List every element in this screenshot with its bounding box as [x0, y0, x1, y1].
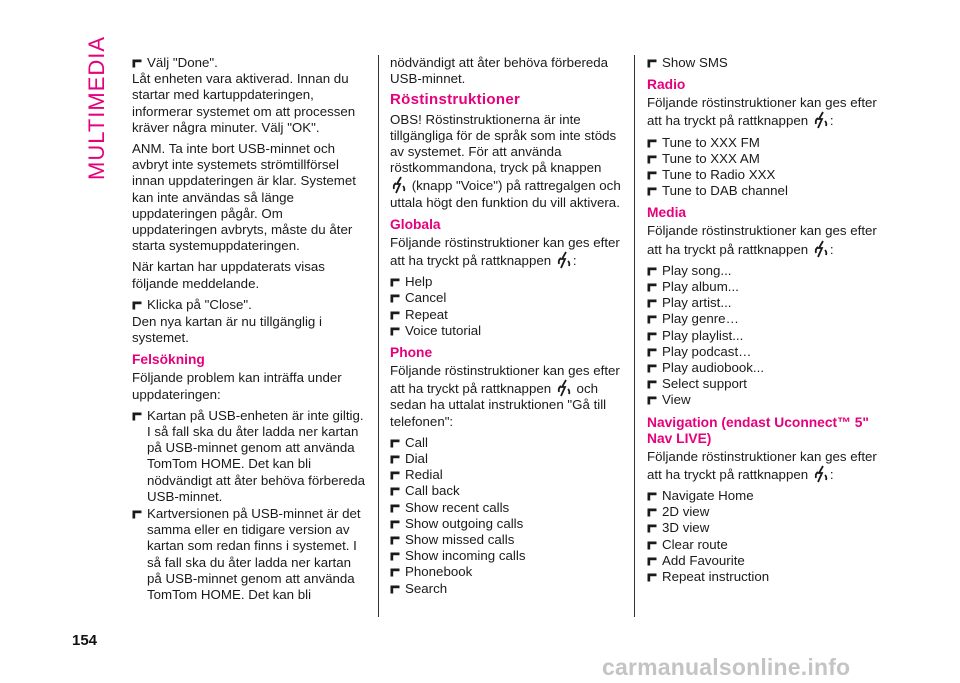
command-item	[647, 183, 882, 199]
voice-button-icon	[814, 465, 828, 483]
command-text: Tune to XXX FM	[662, 134, 760, 150]
command-text: Show recent calls	[405, 499, 510, 515]
command-item	[647, 569, 882, 585]
paragraph	[390, 235, 622, 269]
command-text: Show incoming calls	[405, 548, 526, 564]
section-heading: Felsökning	[132, 352, 205, 368]
bullet-square-icon	[132, 59, 142, 68]
paragraph: nödvändigt att åter behöva förbereda USB-minnet.	[390, 55, 609, 87]
bullet-square-icon	[390, 278, 400, 287]
bullet-square-icon	[390, 520, 400, 529]
command-text: Play genre…	[662, 311, 739, 327]
paragraph-text: :	[829, 466, 834, 482]
section-heading: Globala	[390, 216, 441, 232]
command-item	[647, 295, 882, 311]
bullet-square-icon	[647, 524, 657, 533]
command-text: Play song...	[662, 262, 732, 278]
command-text: Select support	[662, 376, 748, 392]
column-divider	[378, 55, 379, 617]
bullet-square-icon	[132, 412, 142, 421]
command-list-globala	[390, 274, 622, 339]
command-item	[647, 167, 882, 183]
command-item	[647, 537, 882, 553]
bullet-square-icon	[390, 327, 400, 336]
command-text: Cancel	[405, 290, 447, 306]
command-item	[390, 548, 622, 564]
bullet-square-icon	[647, 187, 657, 196]
command-item	[647, 344, 882, 360]
bullet-square-icon	[647, 155, 657, 164]
command-list-phone	[390, 435, 622, 597]
bullet-square-icon	[390, 487, 400, 496]
command-text: Tune to Radio XXX	[662, 167, 776, 183]
command-item	[390, 290, 622, 306]
paragraph-text: (knapp "Voice") på rattregalgen och uttala högt den funktion du vill aktivera.	[390, 178, 621, 210]
command-item	[647, 520, 882, 536]
column-1	[132, 55, 366, 604]
bullet-item	[132, 297, 366, 313]
command-text: Play artist...	[662, 295, 732, 311]
bullet-square-icon	[647, 348, 657, 357]
command-item	[647, 392, 882, 408]
command-item	[390, 435, 622, 451]
paragraph-text: OBS! Röstinstruktionerna är inte tillgängliga för de språk som inte stöds av systemet. För att använda röstkommandona, tryck på knappen	[390, 111, 617, 176]
bullet-square-icon	[647, 492, 657, 501]
command-text: Call back	[405, 483, 460, 499]
bullet-square-icon	[390, 552, 400, 561]
command-item	[390, 467, 622, 483]
paragraph-text: Följande röstinstruktioner kan ges efter att ha tryckt på rattknappen	[647, 448, 877, 482]
command-item	[647, 553, 882, 569]
paragraph	[390, 363, 622, 430]
section-heading: Röstinstruktioner	[390, 91, 521, 109]
command-text: Repeat instruction	[662, 569, 770, 585]
command-item	[647, 376, 882, 392]
command-item	[647, 360, 882, 376]
bullet-square-icon	[647, 380, 657, 389]
paragraph-text: och sedan ha uttalat instruktionen "Gå till telefonen":	[390, 381, 607, 429]
paragraph	[390, 112, 622, 211]
command-text: View	[662, 392, 691, 408]
paragraph	[647, 449, 882, 483]
command-list-radio	[647, 135, 882, 200]
command-item	[390, 516, 622, 532]
bullet-square-icon	[647, 139, 657, 148]
command-item	[647, 328, 882, 344]
column-3	[647, 55, 882, 585]
command-text: Show outgoing calls	[405, 515, 524, 531]
paragraph-text: :	[572, 253, 577, 269]
bullet-square-icon	[647, 267, 657, 276]
bullet-square-icon	[390, 504, 400, 513]
bullet-square-icon	[390, 536, 400, 545]
bullet-square-icon	[647, 541, 657, 550]
bullet-square-icon	[647, 315, 657, 324]
command-item	[390, 564, 622, 580]
command-item	[390, 274, 622, 290]
paragraph-text: Följande röstinstruktioner kan ges efter att ha tryckt på rattknappen	[647, 223, 877, 257]
command-text: Play audiobook...	[662, 360, 765, 376]
section-heading: Phone	[390, 345, 433, 361]
command-item	[647, 135, 882, 151]
command-text: Phonebook	[405, 564, 473, 580]
watermark: carmanualsonline.info	[602, 654, 851, 680]
bullet-square-icon	[390, 471, 400, 480]
bullet-text: Kartversionen på USB-minnet är det samma eller en tidigare version av kartan som redan finns i systemet. I så fall ska du åter ladda ner kartan på USB-minnet genom att använda TomTom HOME. Det kan bli	[147, 506, 361, 603]
command-text: Show missed calls	[405, 532, 515, 548]
command-item	[390, 323, 622, 339]
command-text: Dial	[405, 451, 428, 467]
bullet-square-icon	[390, 311, 400, 320]
command-text: Add Favourite	[662, 552, 745, 568]
column-divider	[634, 55, 635, 617]
paragraph: Den nya kartan är nu tillgänglig i systemet.	[132, 314, 322, 346]
section-heading: Radio	[647, 77, 686, 93]
bullet-square-icon	[390, 439, 400, 448]
voice-button-icon	[814, 240, 828, 258]
command-item	[647, 504, 882, 520]
command-item	[647, 488, 882, 504]
bullet-square-icon	[647, 364, 657, 373]
paragraph: När kartan har uppdaterats visas följande meddelande.	[132, 259, 325, 291]
paragraph	[647, 95, 882, 129]
voice-button-icon	[557, 379, 571, 397]
command-item	[647, 263, 882, 279]
paragraph: ANM. Ta inte bort USB-minnet och avbryt inte systemets strömtillförsel innan uppdateringen är klar. Systemet kan inte användas så länge uppdateringen pågår. Om uppdateringen avbryts, måste du åter starta systemuppdateringen.	[132, 141, 356, 254]
command-text: Search	[405, 580, 448, 596]
bullet-text: Välj "Done".	[147, 55, 218, 70]
section-title: MULTIMEDIA	[84, 35, 109, 180]
command-text: Tune to XXX AM	[662, 150, 760, 166]
command-text: Voice tutorial	[405, 322, 482, 338]
page-number: 154	[72, 632, 98, 649]
paragraph-text: Följande röstinstruktioner kan ges efter att ha tryckt på rattknappen	[390, 363, 620, 397]
bullet-text: Kartan på USB-enheten är inte giltig. I så fall ska du åter ladda ner kartan på USB-minnet genom att använda TomTom HOME. Det kan bli nödvändigt att åter behöva förbereda USB-minnet.	[147, 407, 366, 504]
bullet-square-icon	[390, 585, 400, 594]
voice-button-icon	[392, 176, 406, 194]
command-item	[390, 581, 622, 597]
command-text: Clear route	[662, 536, 728, 552]
paragraph	[647, 223, 882, 257]
bullet-square-icon	[647, 332, 657, 341]
bullet-square-icon	[390, 568, 400, 577]
bullet-square-icon	[390, 455, 400, 464]
command-text: 2D view	[662, 504, 710, 520]
bullet-square-icon	[132, 301, 142, 310]
bullet-item	[132, 408, 366, 505]
bullet-square-icon	[647, 573, 657, 582]
command-text: 3D view	[662, 520, 710, 536]
section-heading: Media	[647, 205, 687, 221]
command-item	[390, 307, 622, 323]
bullet-text: Show SMS	[662, 55, 728, 70]
column-2	[390, 55, 622, 597]
bullet-item	[647, 55, 882, 71]
command-text: Play album...	[662, 279, 739, 295]
command-text: Tune to DAB channel	[662, 183, 788, 199]
command-text: Help	[405, 274, 433, 290]
bullet-square-icon	[132, 510, 142, 519]
command-text: Repeat	[405, 306, 448, 322]
command-item	[647, 151, 882, 167]
bullet-square-icon	[647, 508, 657, 517]
command-item	[390, 532, 622, 548]
command-item	[647, 311, 882, 327]
voice-button-icon	[557, 251, 571, 269]
bullet-text: Klicka på "Close".	[147, 296, 252, 312]
command-text: Redial	[405, 467, 443, 483]
command-text: Play playlist...	[662, 327, 744, 343]
paragraph-text: Följande röstinstruktioner kan ges efter att ha tryckt på rattknappen	[647, 95, 877, 129]
paragraph: Låt enheten vara aktiverad. Innan du startar med kartuppdateringen, informerar systemet om att processen kräver några minuter. Välj "OK".	[132, 71, 356, 135]
bullet-item	[132, 55, 366, 71]
bullet-square-icon	[390, 294, 400, 303]
bullet-square-icon	[647, 59, 657, 68]
command-item	[390, 483, 622, 499]
command-text: Navigate Home	[662, 488, 754, 504]
bullet-square-icon	[647, 283, 657, 292]
voice-button-icon	[814, 111, 828, 129]
command-list-navigation	[647, 488, 882, 585]
command-item	[647, 279, 882, 295]
paragraph-text: Följande röstinstruktioner kan ges efter att ha tryckt på rattknappen	[390, 234, 620, 269]
command-text: Call	[405, 434, 428, 450]
command-text: Play podcast…	[662, 343, 752, 359]
command-item	[390, 500, 622, 516]
bullet-square-icon	[647, 171, 657, 180]
command-item	[390, 451, 622, 467]
bullet-square-icon	[647, 557, 657, 566]
paragraph: Följande problem kan inträffa under uppdateringen:	[132, 370, 342, 402]
bullet-square-icon	[647, 396, 657, 405]
paragraph-text: :	[829, 241, 834, 257]
bullet-square-icon	[647, 299, 657, 308]
bullet-item	[132, 506, 366, 603]
command-list-media	[647, 263, 882, 409]
paragraph-text: :	[829, 113, 834, 129]
section-heading: Navigation (endast Uconnect™ 5" Nav LIVE)	[647, 414, 869, 446]
